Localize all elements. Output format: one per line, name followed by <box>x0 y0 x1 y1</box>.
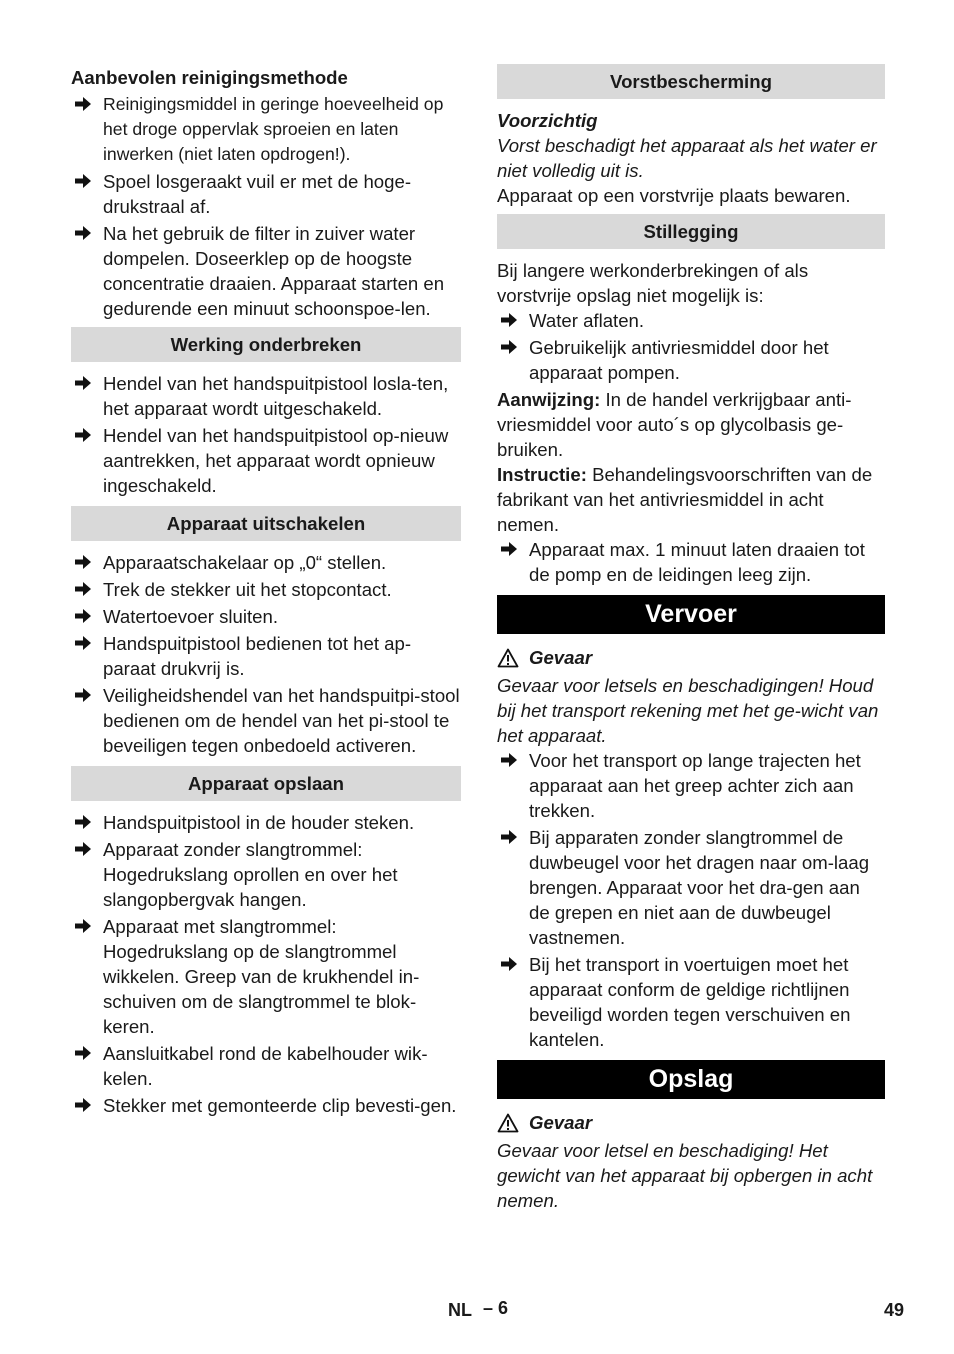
arrow-right-icon <box>75 609 91 623</box>
warning-triangle-icon <box>497 1113 519 1133</box>
list-item: Gebruikelijk antivriesmiddel door het apparaat pompen. <box>497 335 885 385</box>
warning-triangle-icon <box>497 648 519 668</box>
arrow-right-icon <box>501 340 517 354</box>
danger-line <box>497 1110 885 1135</box>
section-heading-transport: Vervoer <box>497 595 885 634</box>
arrow-right-icon <box>75 636 91 650</box>
list-item: Bij apparaten zonder slangtrommel de duwbeugel voor het dragen naar om-laag brengen. Apparaat voor het dra-gen aan de grepen en niet aan de duwbeugel vastnemen. <box>497 825 885 950</box>
arrow-right-icon <box>75 582 91 596</box>
footer-section-page: – 6 <box>483 1298 509 1318</box>
list-item: Stekker met gemonteerde clip bevesti-gen. <box>71 1093 461 1118</box>
interrupt-list <box>71 371 461 498</box>
list-item: Veiligheidshendel van het handspuitpi-stool bedienen om de hendel van het pi-stool te beveiligen tegen onbedoeld activeren. <box>71 683 461 758</box>
caution-label: Voorzichtig <box>497 110 598 131</box>
arrow-right-icon <box>75 842 91 856</box>
list-item: Spoel losgeraakt vuil er met de hoge-drukstraal af. <box>71 169 461 219</box>
note-paragraph <box>497 387 885 462</box>
arrow-right-icon <box>501 753 517 767</box>
instruction-text: Behandelingsvoorschriften van de fabrikant van het antivriesmiddel in acht nemen. <box>497 464 873 535</box>
list-item: Water aflaten. <box>497 308 885 333</box>
arrow-right-icon <box>75 688 91 702</box>
frost-warning-text: Vorst beschadigt het apparaat als het water er niet volledig uit is. <box>497 135 877 181</box>
right-column <box>497 62 885 1213</box>
cleaning-method-heading: Aanbevolen reinigingsmethode <box>71 67 348 88</box>
list-item: Aansluitkabel rond de kabelhouder wik-kelen. <box>71 1041 461 1091</box>
storage-warning-text: Gevaar voor letsel en beschadiging! Het gewicht van het apparaat bij opbergen in acht nemen. <box>497 1140 873 1211</box>
list-item: Hendel van het handspuitpistool op-nieuw aantrekken, het apparaat wordt opnieuw ingeschakeld. <box>71 423 461 498</box>
transport-list <box>497 748 885 1052</box>
arrow-right-icon <box>75 815 91 829</box>
section-heading-frost: Vorstbescherming <box>497 64 885 99</box>
instruction-paragraph <box>497 462 885 537</box>
page-number: 49 <box>884 1300 905 1320</box>
store-list <box>71 810 461 1118</box>
section-heading-shutdown: Apparaat uitschakelen <box>71 506 461 541</box>
danger-line <box>497 645 885 670</box>
list-item: Na het gebruik de filter in zuiver water dompelen. Doseerklep op de hoogste concentratie draaien. Apparaat starten en gedurende een minuut schoonspoe-len. <box>71 221 461 321</box>
arrow-right-icon <box>501 313 517 327</box>
list-item: Handspuitpistool bedienen tot het ap-paraat drukvrij is. <box>71 631 461 681</box>
section-heading-storage: Opslag <box>497 1060 885 1099</box>
list-item: Apparaat max. 1 minuut laten draaien tot de pomp en de leidingen leeg zijn. <box>497 537 885 587</box>
list-item: Watertoevoer sluiten. <box>71 604 461 629</box>
frost-text: Apparaat op een vorstvrije plaats bewaren. <box>497 185 851 206</box>
arrow-right-icon <box>75 1098 91 1112</box>
arrow-right-icon <box>75 174 91 188</box>
arrow-right-icon <box>75 226 91 240</box>
list-item: Handspuitpistool in de houder steken. <box>71 810 461 835</box>
left-column <box>71 62 461 1120</box>
danger-label: Gevaar <box>529 1112 593 1133</box>
arrow-right-icon <box>75 97 91 111</box>
arrow-right-icon <box>501 542 517 556</box>
transport-warning-text: Gevaar voor letsels en beschadigingen! Houd bij het transport rekening met het ge-wicht van het apparaat. <box>497 675 879 746</box>
list-item: Hendel van het handspuitpistool losla-ten, het apparaat wordt uitgeschakeld. <box>71 371 461 421</box>
decommission-list <box>497 308 885 385</box>
arrow-right-icon <box>75 919 91 933</box>
shutdown-list <box>71 550 461 758</box>
danger-label: Gevaar <box>529 647 593 668</box>
arrow-right-icon <box>501 830 517 844</box>
arrow-right-icon <box>75 428 91 442</box>
section-heading-interrupt: Werking onderbreken <box>71 327 461 362</box>
list-item: Apparaat zonder slangtrommel: Hogedrukslang oprollen en over het slangopbergvak hangen. <box>71 837 461 912</box>
cleaning-method-list <box>71 92 461 321</box>
list-item: Apparaatschakelaar op „0“ stellen. <box>71 550 461 575</box>
arrow-right-icon <box>75 555 91 569</box>
instruction-label: Instructie: <box>497 464 587 485</box>
section-heading-store: Apparaat opslaan <box>71 766 461 801</box>
footer-language: NL <box>448 1300 472 1320</box>
list-item: Reinigingsmiddel in geringe hoeveelheid op het droge oppervlak sproeien en laten inwerken (niet laten opdrogen!). <box>71 92 461 167</box>
decommission-intro: Bij langere werkonderbrekingen of als vorstvrije opslag niet mogelijk is: <box>497 260 809 306</box>
arrow-right-icon <box>75 376 91 390</box>
list-item: Bij het transport in voertuigen moet het apparaat conform de geldige richtlijnen beveiligd worden tegen verschuiven en kantelen. <box>497 952 885 1052</box>
section-heading-decommission: Stillegging <box>497 214 885 249</box>
list-item: Trek de stekker uit het stopcontact. <box>71 577 461 602</box>
note-label: Aanwijzing: <box>497 389 601 410</box>
note-text: In de handel verkrijgbaar anti-vriesmiddel voor auto´s op glycolbasis ge-bruiken. <box>497 389 852 460</box>
list-item: Voor het transport op lange trajecten het apparaat aan het greep achter zich aan trekken. <box>497 748 885 823</box>
list-item: Apparaat met slangtrommel: Hogedrukslang op de slangtrommel wikkelen. Greep van de krukhendel in-schuiven om de slangtrommel te blok-keren. <box>71 914 461 1039</box>
arrow-right-icon <box>75 1046 91 1060</box>
arrow-right-icon <box>501 957 517 971</box>
